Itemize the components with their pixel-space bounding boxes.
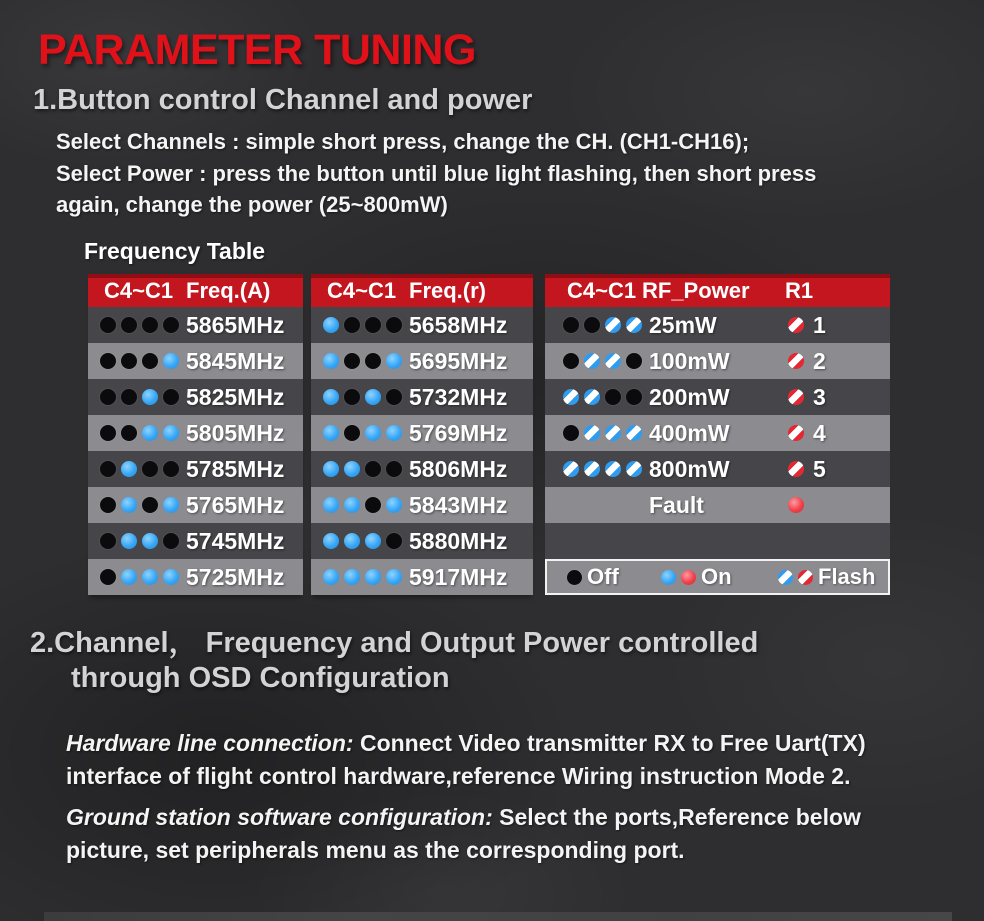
led-dot-off (100, 533, 116, 549)
freq-value: 5785MHz (186, 455, 285, 482)
led-dot-on-blue (323, 497, 339, 513)
power-value: 100mW (649, 347, 730, 374)
led-dot-flash-blue (605, 317, 621, 333)
led-pattern (100, 353, 179, 369)
led-dot-off (100, 497, 116, 513)
led-dot-off (121, 353, 137, 369)
led-dot-off (142, 497, 158, 513)
section2-heading-line1: 2.Channel， Frequency and Output Power controlled (30, 627, 759, 659)
led-pattern (323, 389, 402, 405)
led-dot-flash-red (788, 317, 804, 333)
led-dot-on-blue (365, 425, 381, 441)
power-row (545, 415, 890, 451)
led-dot-on-blue (323, 461, 339, 477)
frequency-table-label: Frequency Table (84, 238, 266, 264)
led-dot-off (626, 389, 642, 405)
led-dot-off (605, 389, 621, 405)
led-dot-off (563, 317, 579, 333)
led-dot-on-blue (344, 497, 360, 513)
led-dot-off (563, 425, 579, 441)
led-dot-on-blue (661, 570, 676, 585)
led-pattern (323, 317, 402, 333)
led-dot-on-blue (142, 389, 158, 405)
led-pattern (563, 389, 642, 405)
power-value: 25mW (649, 311, 717, 338)
led-pattern (788, 317, 804, 333)
led-dot-off (386, 533, 402, 549)
header-col-channels: C4~C1 (327, 277, 397, 303)
led-dot-on-blue (163, 425, 179, 441)
led-dot-off (100, 425, 116, 441)
power-row (545, 379, 890, 415)
r1-indicator (788, 456, 826, 483)
led-dot-on-blue (323, 317, 339, 333)
ground-station-paragraph (66, 801, 946, 867)
led-dot-on-blue (142, 425, 158, 441)
r1-number: 5 (813, 455, 826, 482)
led-dot-off (365, 353, 381, 369)
led-dot-flash-blue (584, 353, 600, 369)
hardware-connection-paragraph (66, 727, 946, 793)
paragraph-lead: Hardware line connection: (66, 730, 354, 756)
table-header (88, 274, 303, 307)
led-dot-off (142, 317, 158, 333)
empty-row (545, 523, 890, 559)
legend-on-label: On (701, 564, 732, 589)
legend-flash-label: Flash (818, 564, 876, 589)
led-pattern (788, 425, 804, 441)
freq-row (311, 559, 533, 595)
next-image-top-edge (44, 912, 952, 921)
led-dot-flash-red (798, 570, 813, 585)
paragraph-text: Connect Video transmitter RX to Free Uart(TX) interface of flight control hardware,reference Wiring instruction Mode 2. (66, 730, 866, 789)
led-pattern (323, 497, 402, 513)
page-title: PARAMETER TUNING (38, 26, 476, 74)
power-row (545, 307, 890, 343)
header-col-freq: Freq.(A) (186, 277, 271, 303)
freq-row (311, 415, 533, 451)
led-dot-on-blue (163, 569, 179, 585)
led-dot-on-blue (323, 425, 339, 441)
led-pattern (788, 497, 804, 513)
freq-value: 5745MHz (186, 527, 285, 554)
section2-heading-line2: through OSD Configuration (71, 662, 450, 694)
led-dot-off (121, 389, 137, 405)
freq-row (88, 523, 303, 559)
power-row (545, 451, 890, 487)
led-pattern (323, 569, 402, 585)
freq-value: 5843MHz (409, 491, 508, 518)
led-dot-flash-red (788, 425, 804, 441)
power-value: 400mW (649, 419, 730, 446)
led-dot-on-blue (365, 533, 381, 549)
led-pattern (100, 461, 179, 477)
rf-power-table (545, 274, 890, 559)
led-dot-off (386, 389, 402, 405)
led-dot-off (163, 389, 179, 405)
paragraph-lead: Ground station software configuration: (66, 804, 493, 830)
freq-value: 5845MHz (186, 347, 285, 374)
freq-value: 5806MHz (409, 455, 508, 482)
freq-row (88, 559, 303, 595)
freq-row (311, 523, 533, 559)
led-dot-off (100, 389, 116, 405)
header-col-channels: C4~C1 (567, 277, 637, 303)
freq-row (311, 307, 533, 343)
led-dot-flash-blue (584, 461, 600, 477)
led-pattern (323, 353, 402, 369)
freq-row (88, 307, 303, 343)
led-dot-on-blue (142, 533, 158, 549)
led-dot-off (121, 317, 137, 333)
text-line: again, change the power (25~800mW) (56, 192, 448, 217)
led-pattern (323, 461, 402, 477)
r1-indicator (788, 420, 826, 447)
led-dot-flash-blue (563, 389, 579, 405)
led-flash-icon (778, 570, 813, 585)
led-dot-off (100, 461, 116, 477)
led-dot-flash-blue (626, 425, 642, 441)
freq-value: 5769MHz (409, 419, 508, 446)
led-dot-on-blue (323, 353, 339, 369)
header-col-power: RF_Power (642, 277, 750, 303)
freq-value: 5732MHz (409, 383, 508, 410)
freq-row (88, 451, 303, 487)
led-pattern (100, 389, 179, 405)
led-pattern (563, 461, 642, 477)
freq-row (311, 487, 533, 523)
led-pattern (100, 425, 179, 441)
led-dot-flash-blue (778, 570, 793, 585)
led-dot-flash-red (788, 353, 804, 369)
freq-row (311, 451, 533, 487)
freq-row (88, 343, 303, 379)
led-dot-off (386, 461, 402, 477)
led-dot-flash-blue (605, 425, 621, 441)
led-pattern (100, 569, 179, 585)
r1-indicator (788, 312, 826, 339)
r1-number: 2 (813, 347, 826, 374)
freq-table-a (88, 274, 303, 595)
led-dot-off (100, 353, 116, 369)
led-pattern (788, 353, 804, 369)
r1-number: 4 (813, 419, 826, 446)
led-dot-off (584, 317, 600, 333)
led-dot-on-blue (142, 569, 158, 585)
power-row (545, 343, 890, 379)
led-dot-off (365, 461, 381, 477)
led-dot-off (163, 317, 179, 333)
led-dot-on-blue (163, 353, 179, 369)
led-dot-off (386, 317, 402, 333)
led-dot-on-blue (365, 389, 381, 405)
led-dot-on-blue (386, 353, 402, 369)
freq-value: 5917MHz (409, 563, 508, 590)
led-pattern (323, 425, 402, 441)
fault-label: Fault (649, 491, 704, 518)
led-dot-off (142, 461, 158, 477)
led-pattern (100, 317, 179, 333)
led-dot-flash-blue (626, 317, 642, 333)
freq-table-r (311, 274, 533, 595)
led-dot-off (344, 425, 360, 441)
header-col-r1: R1 (785, 277, 814, 303)
led-dot-on-blue (344, 461, 360, 477)
led-dot-off (344, 317, 360, 333)
paragraph-text: Select the ports,Reference below picture, set peripherals menu as the corresponding port. (66, 804, 861, 863)
led-dot-off (100, 569, 116, 585)
r1-indicator (788, 348, 826, 375)
table-header (311, 274, 533, 307)
led-pattern (788, 389, 804, 405)
led-dot-on-blue (344, 533, 360, 549)
led-dot-on-blue (323, 533, 339, 549)
led-dot-on-blue (344, 569, 360, 585)
led-dot-on-blue (386, 497, 402, 513)
freq-row (88, 379, 303, 415)
led-dot-off (626, 353, 642, 369)
r1-indicator (788, 497, 813, 513)
legend-on (661, 561, 732, 593)
text-line: Select Power : press the button until blue light flashing, then short press (56, 160, 817, 186)
led-pattern (563, 317, 642, 333)
fault-row (545, 487, 890, 523)
led-dot-off (142, 353, 158, 369)
led-dot-off (344, 389, 360, 405)
freq-row (88, 415, 303, 451)
freq-value: 5865MHz (186, 311, 285, 338)
led-dot-on-blue (323, 569, 339, 585)
led-dot-off (100, 317, 116, 333)
led-dot-on-blue (121, 461, 137, 477)
led-dot-on-blue (121, 497, 137, 513)
led-dot-on-blue (386, 569, 402, 585)
led-dot-on-red (681, 570, 696, 585)
led-dot-off (365, 497, 381, 513)
led-dot-off (163, 461, 179, 477)
led-dot-off (344, 353, 360, 369)
section1-body (56, 126, 816, 221)
header-col-channels: C4~C1 (104, 277, 174, 303)
led-dot-on-blue (365, 569, 381, 585)
led-dot-off (365, 317, 381, 333)
led-dot-off (163, 533, 179, 549)
freq-value: 5825MHz (186, 383, 285, 410)
power-value: 800mW (649, 455, 730, 482)
led-pattern (788, 461, 804, 477)
led-dot-off (563, 353, 579, 369)
led-pattern (563, 353, 642, 369)
legend-flash (778, 561, 875, 593)
led-dot-off (567, 570, 582, 585)
section1-heading: 1.Button control Channel and power (33, 84, 533, 116)
led-dot-flash-blue (584, 389, 600, 405)
led-dot-flash-red (788, 461, 804, 477)
led-dot-flash-blue (605, 461, 621, 477)
led-dot-flash-blue (626, 461, 642, 477)
freq-row (311, 343, 533, 379)
freq-value: 5805MHz (186, 419, 285, 446)
led-off-icon (567, 570, 582, 585)
led-on-icon (661, 570, 696, 585)
led-dot-on-blue (323, 389, 339, 405)
led-dot-flash-blue (605, 353, 621, 369)
text-line: Select Channels : simple short press, change the CH. (CH1-CH16); (56, 129, 750, 154)
led-dot-on-blue (386, 425, 402, 441)
freq-value: 5725MHz (186, 563, 285, 590)
freq-row (88, 487, 303, 523)
legend-off-label: Off (587, 564, 619, 589)
led-dot-flash-blue (563, 461, 579, 477)
led-dot-flash-blue (584, 425, 600, 441)
led-legend (545, 559, 890, 595)
r1-number: 3 (813, 383, 826, 410)
r1-number: 1 (813, 311, 826, 338)
led-pattern (323, 533, 402, 549)
led-dot-on-blue (121, 569, 137, 585)
legend-off (567, 561, 619, 593)
led-pattern (563, 425, 642, 441)
led-dot-on-blue (121, 533, 137, 549)
freq-value: 5695MHz (409, 347, 508, 374)
freq-value: 5765MHz (186, 491, 285, 518)
led-dot-on-red (788, 497, 804, 513)
led-dot-on-blue (163, 497, 179, 513)
led-dot-off (121, 425, 137, 441)
power-value: 200mW (649, 383, 730, 410)
led-pattern (100, 533, 179, 549)
freq-value: 5880MHz (409, 527, 508, 554)
freq-value: 5658MHz (409, 311, 508, 338)
r1-indicator (788, 384, 826, 411)
table-header (545, 274, 890, 307)
header-col-freq: Freq.(r) (409, 277, 486, 303)
led-pattern (100, 497, 179, 513)
freq-row (311, 379, 533, 415)
led-dot-flash-red (788, 389, 804, 405)
